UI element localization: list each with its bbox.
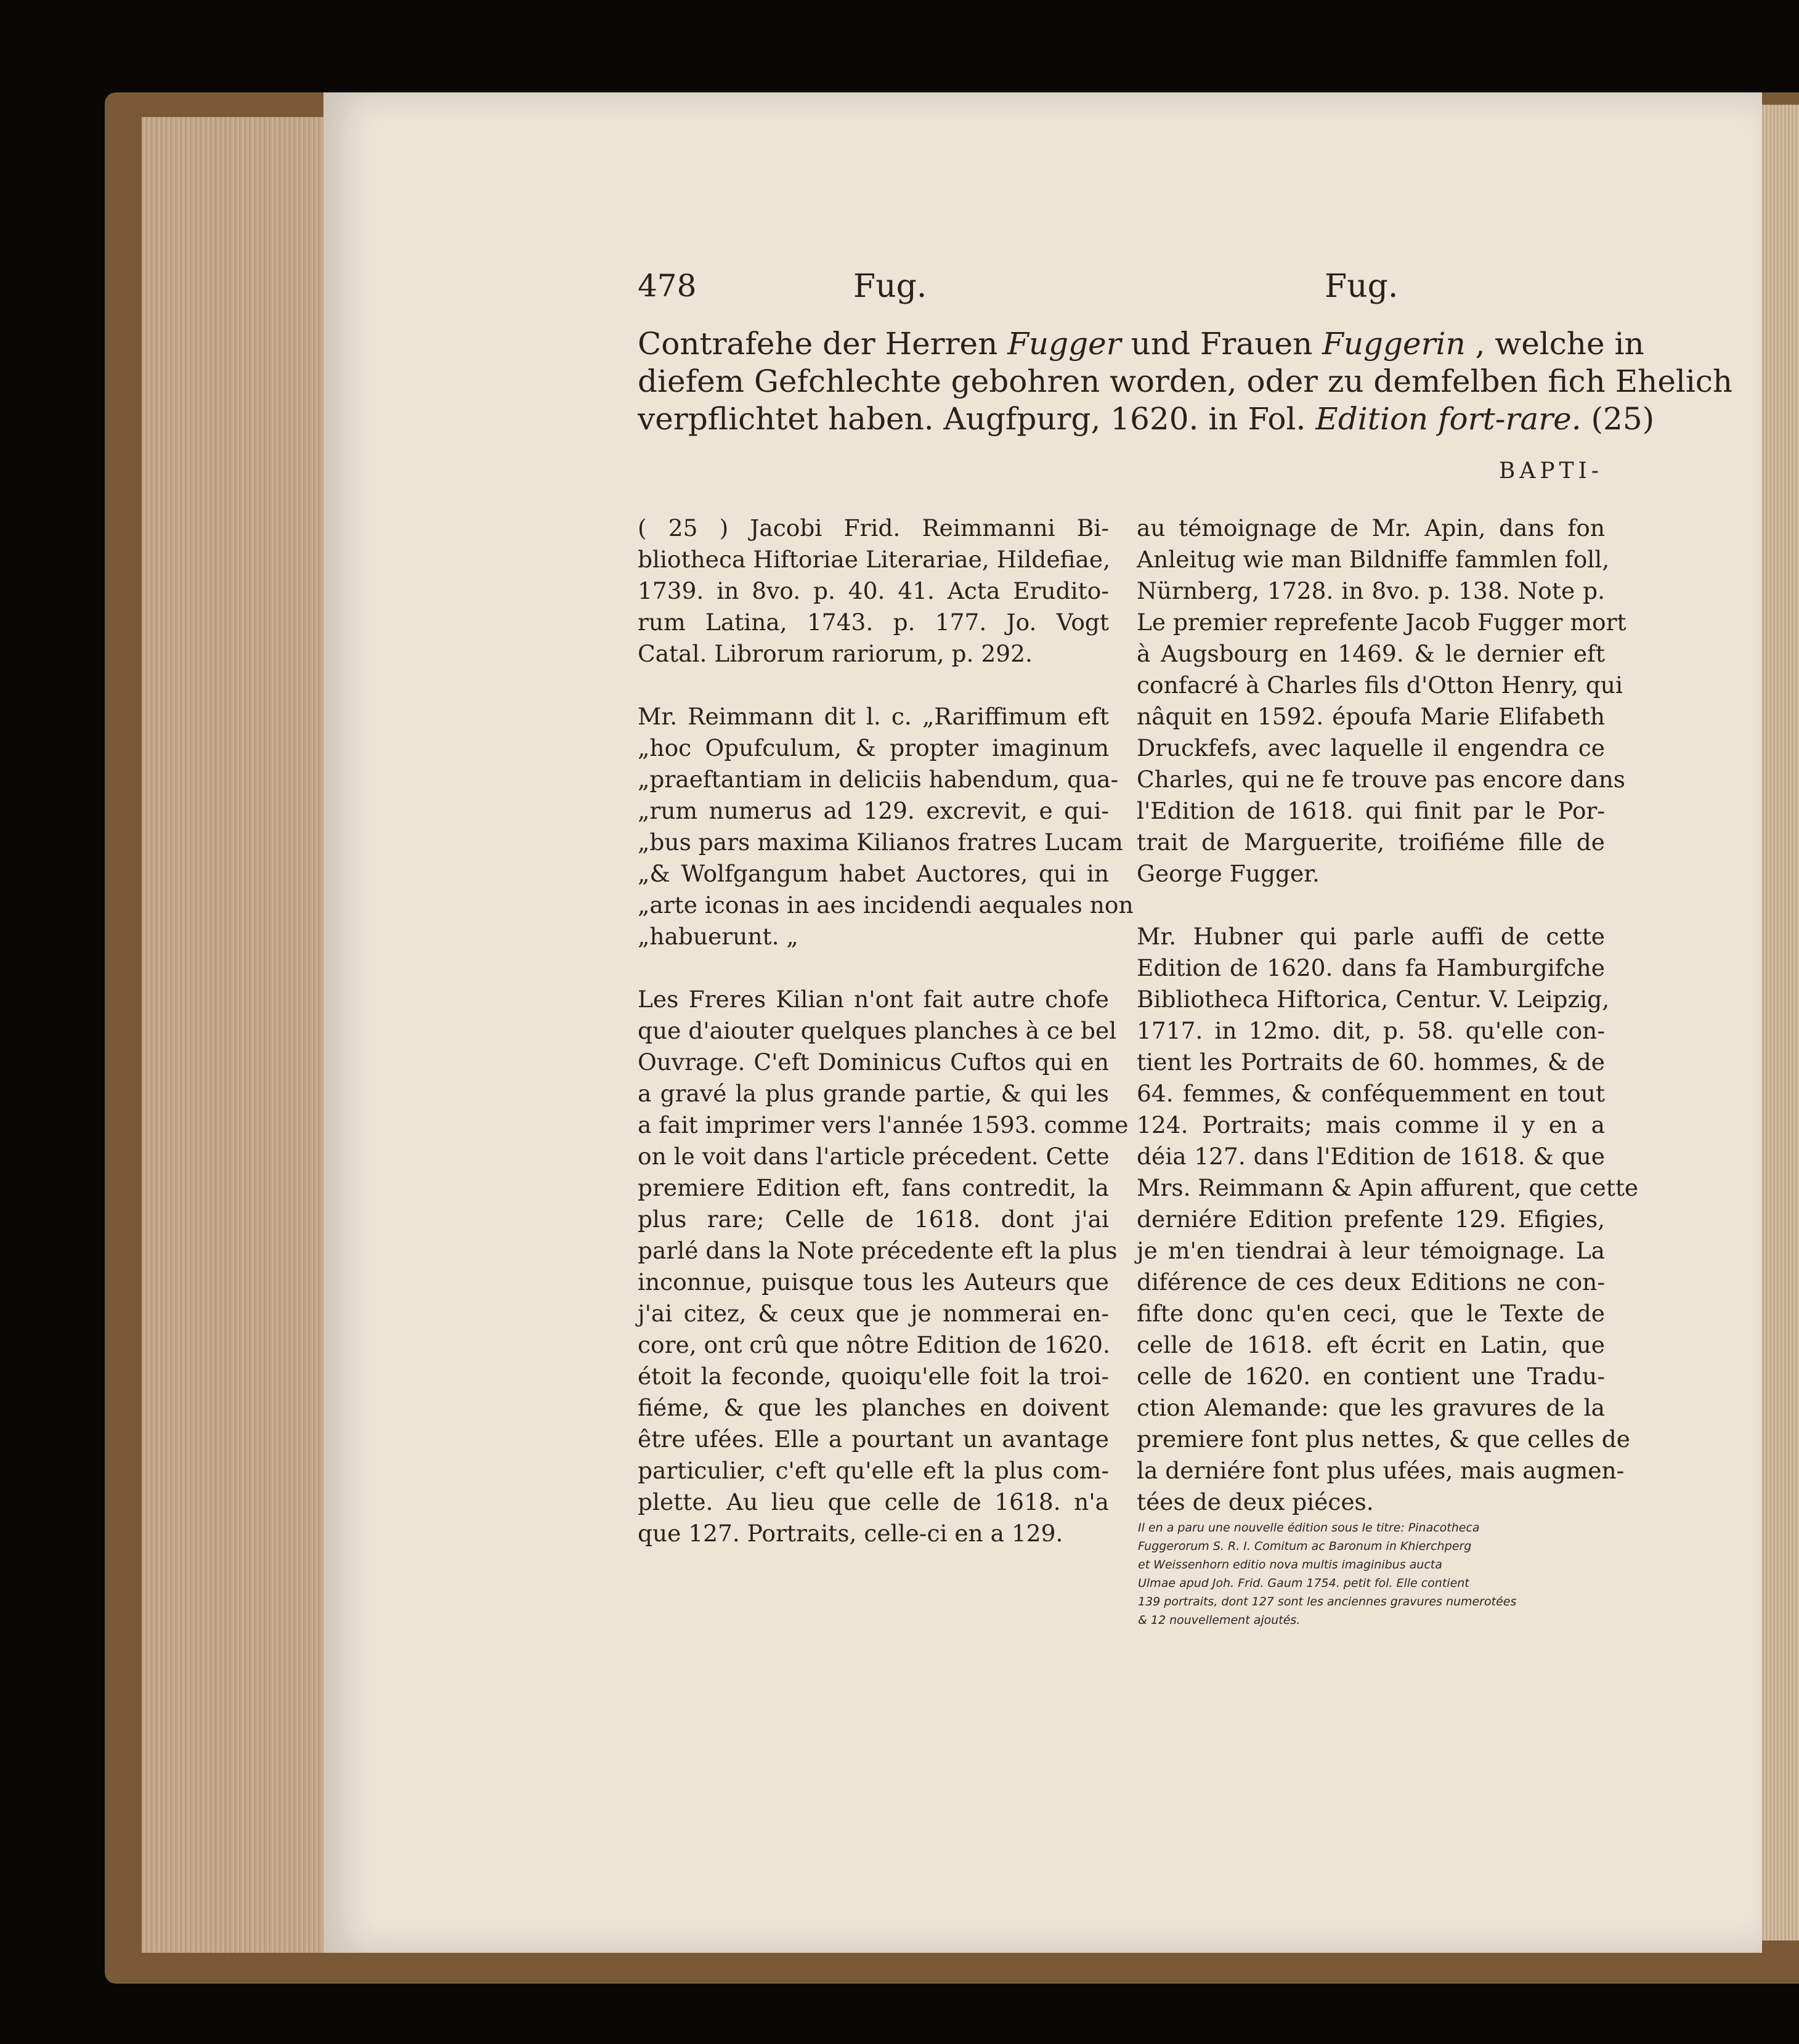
right-column-line: diférence de ces deux Editions ne con- — [1137, 1268, 1605, 1296]
page-block-edge-right — [1762, 105, 1799, 1941]
right-column-line: l'Edition de 1618. qui finit par le Por- — [1137, 797, 1605, 824]
right-column-line: George Fugger. — [1137, 860, 1320, 887]
right-column-line: Nürnberg, 1728. in 8vo. p. 138. Note p. — [1137, 577, 1605, 604]
entry-title-line: diefem Gefchlechte gebohren worden, oder zu demfelben fich Ehelich — [638, 363, 1733, 399]
right-column-line: Le premier reprefente Jacob Fugger mort — [1137, 609, 1626, 636]
right-column-line: Edition de 1620. dans fa Hamburgifche — [1137, 954, 1605, 981]
right-column-line — [1137, 890, 1605, 921]
left-column-line: on le voit dans l'article précedent. Cette — [638, 1143, 1110, 1170]
left-column-line: „rum numerus ad 129. excrevit, e qui- — [638, 797, 1109, 824]
left-column-line: que 127. Portraits, celle-ci en a 129. — [638, 1520, 1063, 1547]
handwritten-note-line: Fuggerorum S. R. I. Comitum ac Baronum in Khierchperg — [1138, 1539, 1472, 1553]
handwritten-note-line: 139 portraits, dont 127 sont les anciennes gravures numerotées — [1138, 1595, 1517, 1608]
handwritten-note-line: Ulmae apud Joh. Frid. Gaum 1754. petit fol. Elle contient — [1138, 1576, 1469, 1590]
right-column-line: Mrs. Reimmann & Apin affurent, que cette — [1137, 1174, 1639, 1201]
left-column-line: que d'aiouter quelques planches à ce bel — [638, 1017, 1117, 1044]
right-column-line: 124. Portraits; mais comme il y en a — [1137, 1111, 1605, 1138]
left-column-line: core, ont crû que nôtre Edition de 1620. — [638, 1331, 1110, 1358]
right-column-line: celle de 1620. en contient une Tradu- — [1137, 1363, 1605, 1390]
entry-title — [638, 325, 1733, 438]
right-column-line: Druckfefs, avec laquelle il engendra ce — [1137, 734, 1605, 761]
left-column-line: ( 25 ) Jacobi Frid. Reimmanni Bi- — [638, 514, 1109, 541]
entry-title-line: Contrafehe der Herren Fugger und Frauen Fuggerin , welche in — [638, 326, 1644, 362]
left-column-line: parlé dans la Note précedente eft la plus — [638, 1237, 1118, 1264]
left-column-line: „hoc Opufculum, & propter imaginum — [638, 734, 1109, 761]
right-column-line: Bibliotheca Hiftorica, Centur. V. Leipzig, — [1137, 986, 1610, 1013]
left-column-line: „& Wolfgangum habet Auctores, qui in — [638, 860, 1109, 887]
entry-title-line: verpflichtet haben. Augfpurg, 1620. in Fol. Edition fort-rare. (25) — [638, 401, 1655, 437]
left-column-line: Mr. Reimmann dit l. c. „Rariffimum eft — [638, 703, 1109, 730]
left-column-line: bliotheca Hiftoriae Literariae, Hildefiae, — [638, 546, 1110, 573]
right-column-line: la derniére font plus ufées, mais augmen- — [1137, 1457, 1625, 1484]
left-column-line: inconnue, puisque tous les Auteurs que — [638, 1268, 1109, 1296]
left-column-line — [638, 670, 1109, 701]
left-column-line: rum Latina, 1743. p. 177. Jo. Vogt — [638, 609, 1109, 636]
right-column-line: Anleitug wie man Bildniffe fammlen foll, — [1137, 546, 1610, 573]
right-column-line: premiere font plus nettes, & que celles de — [1137, 1426, 1630, 1453]
right-column-line: je m'en tiendrai à leur témoignage. La — [1137, 1237, 1605, 1264]
left-column-line: Ouvrage. C'eft Dominicus Cuftos qui en — [638, 1048, 1109, 1076]
left-column-line — [638, 952, 1109, 984]
right-column-line: à Augsbourg en 1469. & le dernier eft — [1137, 640, 1605, 667]
running-head-left: Fug. — [853, 268, 927, 305]
handwritten-note-line: et Weissenhorn editio nova multis imaginibus aucta — [1138, 1558, 1442, 1572]
left-column-line: a fait imprimer vers l'année 1593. comme — [638, 1111, 1129, 1138]
left-column-line: j'ai citez, & ceux que je nommerai en- — [638, 1300, 1109, 1327]
running-head-right: Fug. — [1325, 268, 1399, 305]
left-column-line: être ufées. Elle a pourtant un avantage — [638, 1426, 1109, 1453]
right-column-line: au témoignage de Mr. Apin, dans fon — [1137, 514, 1605, 541]
right-column-line: 64. femmes, & conféquemment en tout — [1137, 1080, 1605, 1107]
right-column-line: tées de deux piéces. — [1137, 1488, 1374, 1515]
right-column-line: fifte donc qu'en ceci, que le Texte de — [1137, 1300, 1605, 1327]
left-column-line: „praeftantiam in deliciis habendum, qua- — [638, 766, 1119, 793]
right-column-line: ction Alemande: que les gravures de la — [1137, 1394, 1605, 1421]
right-column-line: déia 127. dans l'Edition de 1618. & que — [1137, 1143, 1605, 1170]
left-column-line: étoit la feconde, quoiqu'elle foit la troi- — [638, 1363, 1109, 1390]
left-column-line: plette. Au lieu que celle de 1618. n'a — [638, 1488, 1109, 1515]
left-column-line: premiere Edition eft, fans contredit, la — [638, 1174, 1109, 1201]
right-column-line: Charles, qui ne fe trouve pas encore dans — [1137, 766, 1625, 793]
right-column-line: tient les Portraits de 60. hommes, & de — [1137, 1048, 1605, 1076]
left-column-line: Catal. Librorum rariorum, p. 292. — [638, 640, 1033, 667]
left-column-line: 1739. in 8vo. p. 40. 41. Acta Erudito- — [638, 577, 1109, 604]
right-column-line: celle de 1618. eft écrit en Latin, que — [1137, 1331, 1605, 1358]
left-column-line: „bus pars maxima Kilianos fratres Lucam — [638, 829, 1123, 856]
right-column-line: 1717. in 12mo. dit, p. 58. qu'elle con- — [1137, 1017, 1605, 1044]
page-block-edge-left — [142, 117, 339, 1953]
left-column-text — [638, 513, 1134, 1549]
right-column-line: Mr. Hubner qui parle auffi de cette — [1137, 923, 1605, 950]
handwritten-note-line: & 12 nouvellement ajoutés. — [1138, 1613, 1301, 1627]
left-column-line: plus rare; Celle de 1618. dont j'ai — [638, 1206, 1109, 1233]
handwritten-note — [1138, 1519, 1618, 1629]
right-column-line: derniére Edition prefente 129. Efigies, — [1137, 1206, 1605, 1233]
left-column-line: a gravé la plus grande partie, & qui les — [638, 1080, 1109, 1107]
catchword: BAPTI- — [1498, 458, 1603, 484]
left-column-line: Les Freres Kilian n'ont fait autre chofe — [638, 986, 1109, 1013]
right-column-text — [1137, 513, 1639, 1518]
left-column-line: „habuerunt. „ — [638, 923, 798, 950]
right-column-line: nâquit en 1592. époufa Marie Elifabeth — [1137, 703, 1605, 730]
handwritten-note-line: Il en a paru une nouvelle édition sous le titre: Pinacotheca — [1138, 1521, 1480, 1535]
left-column-line: particulier, c'eft qu'elle eft la plus com- — [638, 1457, 1109, 1484]
left-column-line: „arte iconas in aes incidendi aequales non — [638, 891, 1134, 919]
page-number: 478 — [638, 268, 697, 304]
left-column-line: fiéme, & que les planches en doivent — [638, 1394, 1109, 1421]
right-column-line: confacré à Charles fils d'Otton Henry, qui — [1137, 671, 1623, 699]
right-column-line: trait de Marguerite, troifiéme fille de — [1137, 829, 1605, 856]
